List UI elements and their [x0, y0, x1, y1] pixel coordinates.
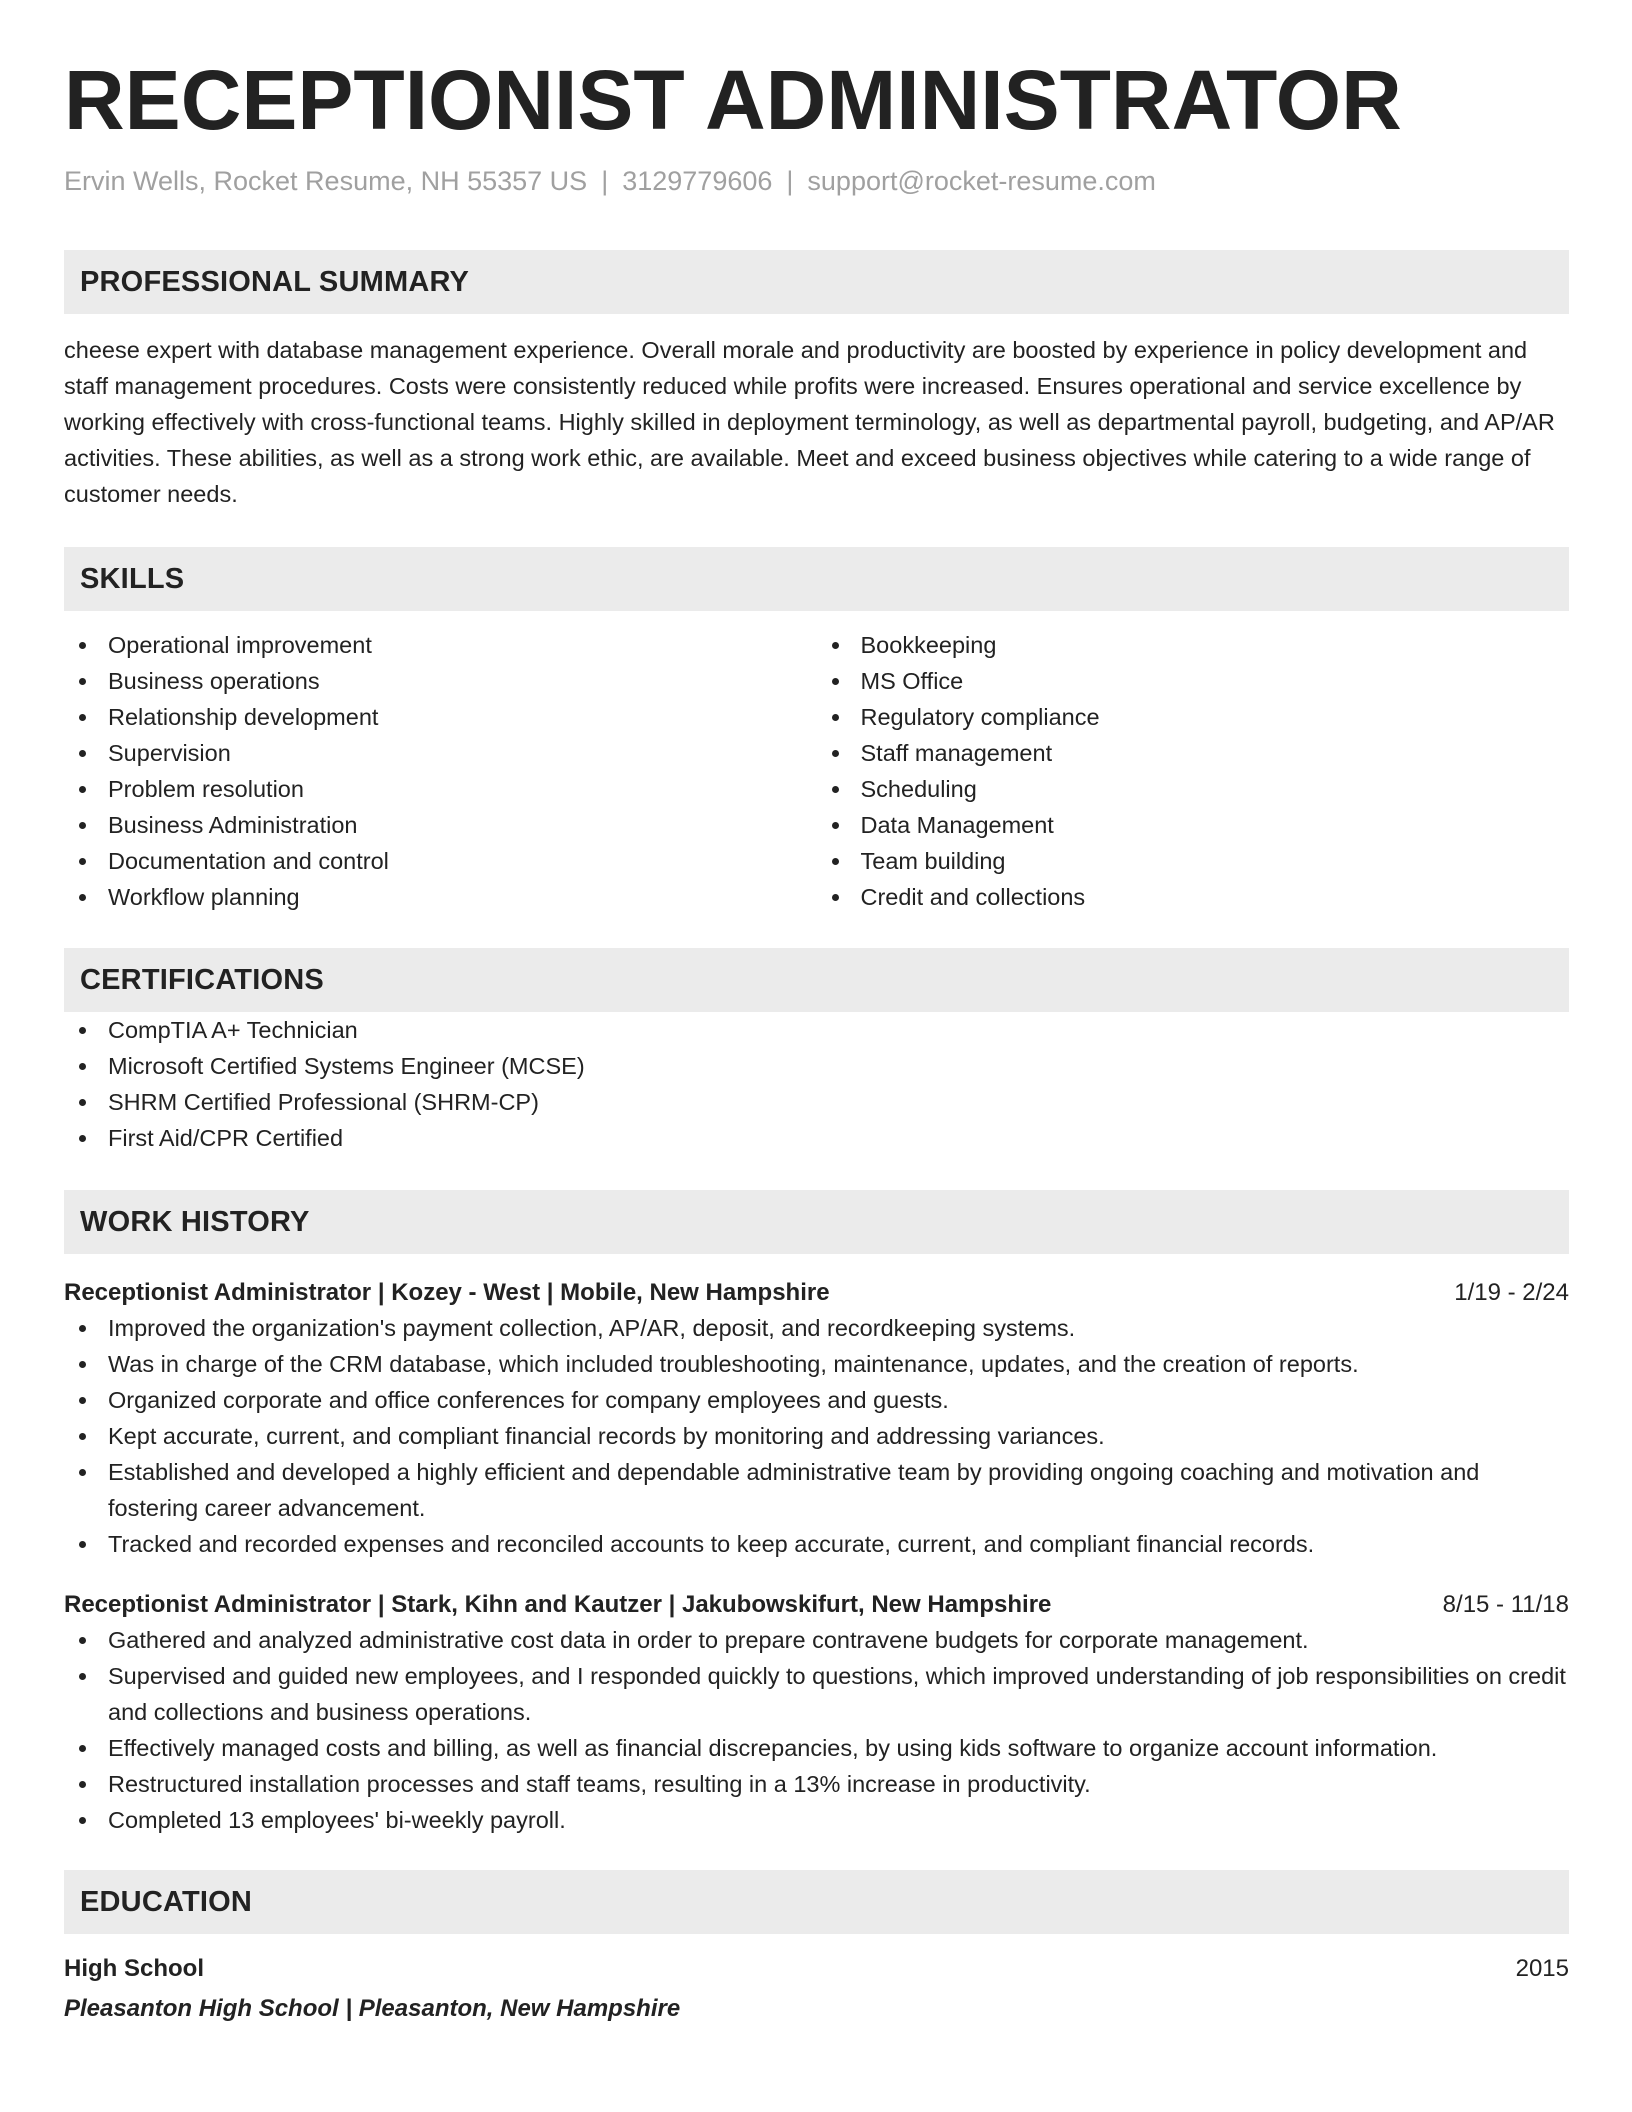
certification-item: CompTIA A+ Technician: [64, 1012, 1569, 1048]
job-bullet: Kept accurate, current, and compliant financial records by monitoring and addressing variances.: [64, 1418, 1569, 1454]
section-heading-education: EDUCATION: [64, 1870, 1569, 1934]
skill-item: Regulatory compliance: [817, 699, 1570, 735]
section-heading-summary: PROFESSIONAL SUMMARY: [64, 250, 1569, 314]
job-bullet: Restructured installation processes and staff teams, resulting in a 13% increase in productivity.: [64, 1766, 1569, 1802]
contact-email: support@rocket-resume.com: [807, 166, 1156, 196]
skill-item: Problem resolution: [64, 771, 817, 807]
skill-item: Supervision: [64, 735, 817, 771]
job-header: [64, 1588, 1569, 1622]
job-bullet: Improved the organization's payment collection, AP/AR, deposit, and recordkeeping systems.: [64, 1310, 1569, 1346]
job-bullet: Effectively managed costs and billing, as well as financial discrepancies, by using kids software to organize account information.: [64, 1730, 1569, 1766]
job-bullet: Tracked and recorded expenses and reconciled accounts to keep accurate, current, and compliant financial records.: [64, 1526, 1569, 1562]
certification-item: Microsoft Certified Systems Engineer (MCSE): [64, 1048, 1569, 1084]
job-title: Receptionist Administrator | Kozey - West | Mobile, New Hampshire: [64, 1279, 830, 1306]
skill-item: Workflow planning: [64, 879, 817, 915]
contact-address: Ervin Wells, Rocket Resume, NH 55357 US: [64, 166, 588, 196]
job-bullets: [64, 1310, 1569, 1562]
job-bullet: Completed 13 employees' bi-weekly payroll.: [64, 1802, 1569, 1838]
resume-title: RECEPTIONIST ADMINISTRATOR: [64, 53, 1402, 147]
section-heading-skills: SKILLS: [64, 547, 1569, 611]
skill-item: Staff management: [817, 735, 1570, 771]
skill-item: MS Office: [817, 663, 1570, 699]
job-bullets: [64, 1622, 1569, 1838]
job-bullet: Gathered and analyzed administrative cost data in order to prepare contravene budgets for corporate management.: [64, 1622, 1569, 1658]
skills-column-right: [817, 627, 1570, 915]
skill-item: Documentation and control: [64, 843, 817, 879]
section-heading-work-history: WORK HISTORY: [64, 1190, 1569, 1254]
skill-item: Credit and collections: [817, 879, 1570, 915]
contact-separator: |: [786, 166, 794, 196]
job-bullet: Supervised and guided new employees, and I responded quickly to questions, which improved understanding of job responsibilities on credit and collections and business operations.: [64, 1658, 1569, 1730]
skill-item: Team building: [817, 843, 1570, 879]
skill-item: Bookkeeping: [817, 627, 1570, 663]
contact-separator: |: [601, 166, 609, 196]
skill-item: Business operations: [64, 663, 817, 699]
skill-item: Business Administration: [64, 807, 817, 843]
skill-item: Scheduling: [817, 771, 1570, 807]
education-header: [64, 1952, 1569, 1986]
job-bullet: Was in charge of the CRM database, which included troubleshooting, maintenance, updates, and the creation of reports.: [64, 1346, 1569, 1382]
skill-item: Relationship development: [64, 699, 817, 735]
contact-phone: 3129779606: [622, 166, 773, 196]
skills-grid: [64, 627, 1569, 915]
skill-item: Operational improvement: [64, 627, 817, 663]
job-entry: [64, 1588, 1569, 1838]
skills-column-left: [64, 627, 817, 915]
certifications-list: [64, 1012, 1569, 1156]
job-entry: [64, 1276, 1569, 1562]
education-degree: High School: [64, 1955, 204, 1982]
certification-item: SHRM Certified Professional (SHRM-CP): [64, 1084, 1569, 1120]
education-entry: [64, 1952, 1569, 2026]
job-bullet: Established and developed a highly efficient and dependable administrative team by providing ongoing coaching and motivation and fostering career advancement.: [64, 1454, 1569, 1526]
summary-text: cheese expert with database management experience. Overall morale and productivity are boosted by experience in policy development and staff management procedures. Costs were consistently reduced while profits were increased. Ensures operational and service excellence by working effectively with cross-functional teams. Highly skilled in deployment terminology, as well as departmental payroll, budgeting, and AP/AR activities. These abilities, as well as a strong work ethic, are available. Meet and exceed business objectives while catering to a wide range of customer needs.: [64, 337, 1555, 507]
job-header: [64, 1276, 1569, 1310]
skill-item: Data Management: [817, 807, 1570, 843]
job-dates: 8/15 - 11/18: [1442, 1591, 1569, 1618]
job-bullet: Organized corporate and office conferences for company employees and guests.: [64, 1382, 1569, 1418]
contact-line: [64, 164, 1569, 198]
job-dates: 1/19 - 2/24: [1454, 1279, 1569, 1306]
certification-item: First Aid/CPR Certified: [64, 1120, 1569, 1156]
education-year: 2015: [1515, 1955, 1569, 1982]
section-heading-certifications: CERTIFICATIONS: [64, 948, 1569, 1012]
education-school: Pleasanton High School | Pleasanton, New Hampshire: [64, 1995, 681, 2022]
job-title: Receptionist Administrator | Stark, Kihn and Kautzer | Jakubowskifurt, New Hampshire: [64, 1591, 1052, 1618]
